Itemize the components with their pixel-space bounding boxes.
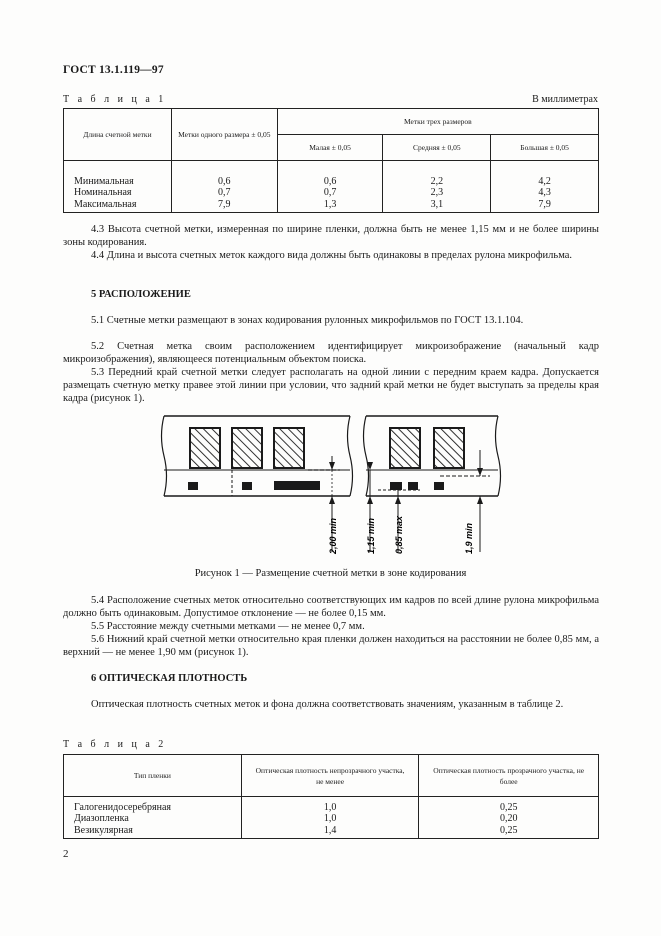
table1-col-one-size <box>171 161 277 213</box>
table-row-label: Номинальная <box>74 187 132 198</box>
paragraph-5-3: 5.3 Передний край счетной метки следует располагать на одной линии с передним краем кадра. Допускается размещать счетную метку правее этой линии при условии, что задний край метки не будет выступать за пределы края кадра (рисунок 1). <box>63 367 599 404</box>
table-cell: 0,6 <box>218 175 231 187</box>
table-row-label: Максимальная <box>74 198 137 210</box>
count-mark <box>188 482 198 490</box>
table2 <box>63 754 599 839</box>
paragraph-4-4: 4.4 Длина и высота счетных меток каждого вида должны быть одинаковы в пределах рулона микрофильма. <box>91 250 573 261</box>
dimension-label: 0,85 max <box>394 515 404 554</box>
table1-caption: Т а б л и ц а 1 <box>63 94 167 105</box>
count-mark-long <box>274 481 320 490</box>
section-heading-6: 6 ОПТИЧЕСКАЯ ПЛОТНОСТЬ <box>91 673 248 684</box>
paragraph-6: Оптическая плотность счетных меток и фона должна соответствовать значениям, указанным в таблице 2. <box>91 699 564 710</box>
table1-header-small: Малая ± 0,05 <box>277 135 383 161</box>
paragraph-5-5: 5.5 Расстояние между счетными метками — не менее 0,7 мм. <box>91 621 365 632</box>
paragraph-5-6: 5.6 Нижний край счетной метки относительно края пленки должен находиться на расстоянии не более 0,85 мм, а верхний — не менее 1,90 мм (рисунок 1). <box>63 634 599 658</box>
table-cell: 2,3 <box>430 187 444 198</box>
table2-col-transparent <box>419 797 599 839</box>
table1-header-mark-length: Длина счетной метки <box>64 109 172 161</box>
frame-image <box>190 428 220 468</box>
table1-header-three-sizes: Метки трех размеров <box>277 109 598 135</box>
count-mark <box>242 482 252 490</box>
table-cell: 7,9 <box>538 198 551 210</box>
table-cell: 7,9 <box>218 198 231 210</box>
table-row-label: Минимальная <box>74 175 134 187</box>
dimension-label: 1,15 min <box>366 517 376 554</box>
table-cell: 0,25 <box>499 824 518 836</box>
dimension-label: 1,9 min <box>464 522 474 554</box>
frame-image <box>434 428 464 468</box>
table-cell: 1,0 <box>323 801 337 813</box>
paragraph-5-4: 5.4 Расположение счетных меток относительно соответствующих им кадров по всей длине рулона микрофильма должно быть одинаковым. Допустимое отклонение — не более 0,15 мм. <box>63 595 599 619</box>
paragraph-5-1: 5.1 Счетные метки размещают в зонах кодирования рулонных микрофильмов по ГОСТ 13.1.104. <box>91 315 524 326</box>
table-cell: 1,0 <box>323 813 337 824</box>
table2-header-transparent: Оптическая плотность прозрачного участка, не более <box>419 755 599 797</box>
table1 <box>63 108 599 213</box>
table2-col-opaque <box>241 797 419 839</box>
table-cell: 4,3 <box>538 187 551 198</box>
count-mark <box>434 482 444 490</box>
table-cell: 1,4 <box>323 824 337 836</box>
document-id: ГОСТ 13.1.119—97 <box>63 64 164 76</box>
figure-1-caption: Рисунок 1 — Размещение счетной метки в зоне кодирования <box>194 568 467 579</box>
table-cell: 0,20 <box>499 813 518 824</box>
table-cell: 0,7 <box>323 187 337 198</box>
figure-1-diagram <box>150 410 510 560</box>
table-cell: 3,1 <box>430 198 444 210</box>
table1-col-large <box>491 161 599 213</box>
table2-caption: Т а б л и ц а 2 <box>63 739 167 750</box>
paragraph-4-3: 4.3 Высота счетной метки, измеренная по ширине пленки, должна быть не менее 1,15 мм и не более ширины зоны кодирования. <box>63 224 599 248</box>
page-number: 2 <box>63 848 69 860</box>
table2-header-film-type: Тип пленки <box>64 755 242 797</box>
table-cell: 0,25 <box>499 801 518 813</box>
table-cell: 2,2 <box>430 175 444 187</box>
table1-header-medium: Средняя ± 0,05 <box>383 135 491 161</box>
section-heading-5: 5 РАСПОЛОЖЕНИЕ <box>91 289 191 300</box>
table1-units: В миллиметрах <box>532 94 598 105</box>
table1-col-labels <box>64 161 172 213</box>
table-row-label: Галогенидосеребряная <box>74 801 172 813</box>
table1-col-medium <box>383 161 491 213</box>
table-cell: 0,6 <box>323 175 337 187</box>
frame-image <box>390 428 420 468</box>
dimension-label: 2,00 min <box>328 517 338 554</box>
table2-header-opaque: Оптическая плотность непрозрачного участка, не менее <box>241 755 419 797</box>
table1-col-small <box>277 161 383 213</box>
table-cell: 1,3 <box>323 198 337 210</box>
table1-header-one-size: Метки одного размера ± 0,05 <box>171 109 277 161</box>
table-row-label: Везикулярная <box>74 824 133 836</box>
count-mark <box>408 482 418 490</box>
paragraph-5-2: 5.2 Счетная метка своим расположением идентифицирует микроизображение (начальный кадр микроизображения), являющееся потенциальным объектом поиска. <box>63 341 599 365</box>
table-cell: 4,2 <box>538 175 551 187</box>
frame-image <box>274 428 304 468</box>
table1-header-large: Большая ± 0,05 <box>491 135 599 161</box>
frame-image <box>232 428 262 468</box>
table-cell: 0,7 <box>218 187 231 198</box>
table2-col-film <box>64 797 242 839</box>
table-row-label: Диазопленка <box>74 813 129 824</box>
